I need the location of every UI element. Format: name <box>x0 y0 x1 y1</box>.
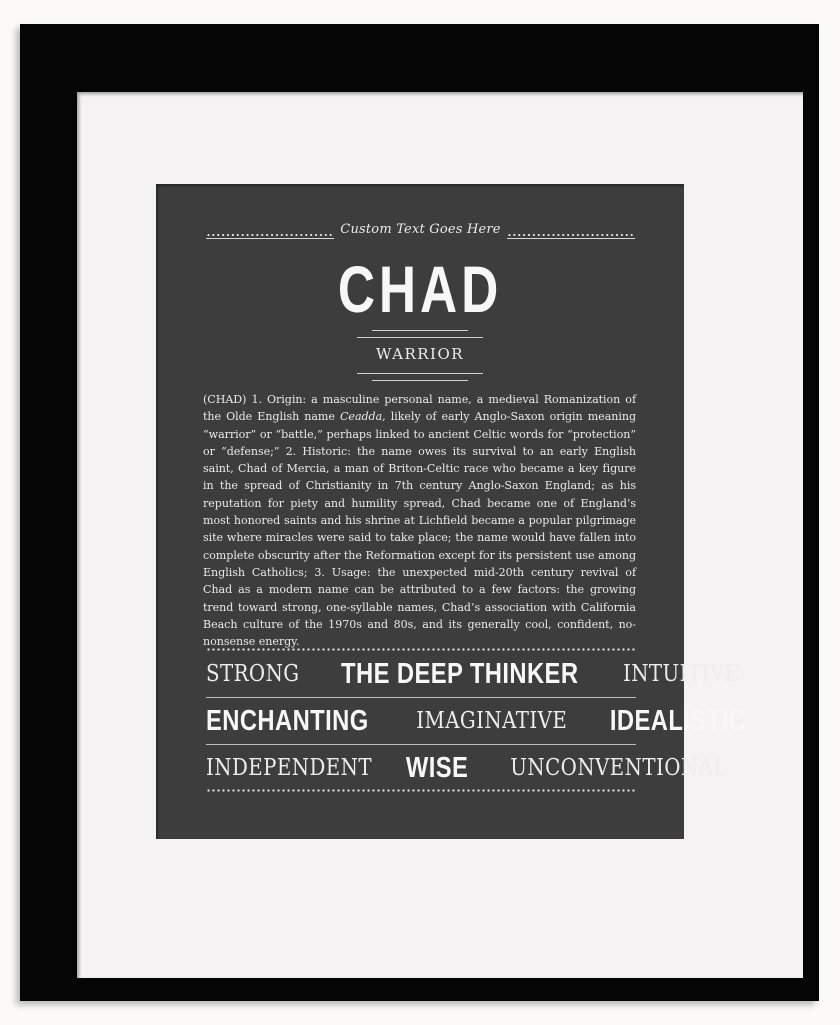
rule-top-short <box>372 330 468 331</box>
trait: IMAGINATIVE <box>416 708 568 734</box>
definition-italic-word: Ceadda <box>339 410 383 424</box>
dotted-divider-lower <box>206 789 636 792</box>
trait: THE DEEP THINKER <box>340 657 579 690</box>
rule-bottom-short <box>372 380 468 381</box>
name-definition: (CHAD) 1. Origin: a masculine personal name, a medieval Romanization of the Olde English name Ceadda, likely of early Anglo-Saxon origin meaning “warrior” or “battle,” perhaps linked to ancient Celtic words for “protection” or “defense;” 2. Historic: the name owes its survival to an early English saint, Chad of Mercia, a man of Briton-Celtic race who became a key figure in the spread of Christianity in 7th century Anglo-Saxon England; as his reputation for piety and humility spread, Chad became one of England’s most honored saints and his shrine at Lichfield became a popular pilgrimage site where miracles were said to take place; the name would have fallen into complete obscurity after the Reformation except for its persistent use among English Catholics; 3. Usage: the unexpected mid-20th century revival of Chad as a modern name can be attributed to a few factors: the growing trend toward strong, one-syllable names, Chad’s association with California Beach culture of the 1970s and 80s, and its generally cool, confident, no-nonsense energy. <box>203 393 636 649</box>
custom-text-row <box>206 222 635 246</box>
dotted-divider-right <box>507 234 635 236</box>
name-title: CHAD <box>337 252 503 326</box>
name-print <box>156 184 746 839</box>
name-meaning: WARRIOR <box>375 345 465 363</box>
custom-text: Custom Text Goes Here <box>340 222 501 237</box>
traits-row-1 <box>206 655 740 693</box>
traits-row-3 <box>206 749 728 787</box>
trait: STRONG <box>206 661 300 687</box>
rule-bottom-long <box>357 373 483 374</box>
trait: INTUITIVE <box>623 661 740 687</box>
traits-row-2 <box>206 702 746 740</box>
traits-divider <box>206 744 636 745</box>
dotted-divider-upper <box>206 648 636 651</box>
trait: ENCHANTING <box>206 704 369 737</box>
traits-divider <box>206 697 636 698</box>
rule-top-long <box>357 337 483 338</box>
trait: UNCONVENTIONAL <box>510 755 728 781</box>
trait: WISE <box>405 751 469 784</box>
trait: IDEALISTIC <box>609 704 746 737</box>
trait: INDEPENDENT <box>206 755 373 781</box>
